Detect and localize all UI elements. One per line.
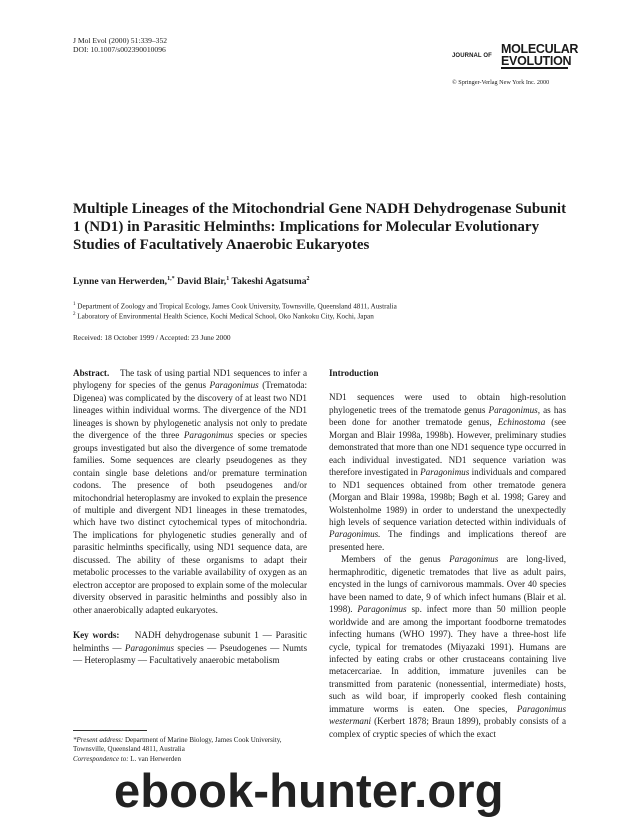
footnote-divider <box>73 730 147 731</box>
footnote-text: Department of Marine Biology, James Cook University, Townsville, Queensland 4811, Australia <box>73 736 282 754</box>
body-text: Members of the genus <box>341 554 450 565</box>
body-text: as has been done for another trematode genus, <box>329 404 566 428</box>
watermark-link[interactable]: ebook-hunter.org <box>114 764 504 817</box>
intro-paragraph-1 <box>329 391 566 553</box>
affiliation-mark: 2 <box>73 312 76 317</box>
genus-name: Paragonimus westermani <box>329 703 566 727</box>
genus-name: Paragonimus, <box>488 404 541 415</box>
genus-name: Paragonimus <box>124 642 175 653</box>
genus-name: Paragonimus <box>209 380 259 391</box>
logo-line-1: MOLECULAR <box>501 42 579 56</box>
citation-line: J Mol Evol (2000) 51:339–352 <box>73 36 168 45</box>
body-text: ND1 sequences were used to obtain high-resolution phylogenetic trees of the trematode genus <box>329 392 566 415</box>
footnote-label: Correspondence to: <box>73 754 129 763</box>
author-affiliation-mark: 1 <box>226 276 230 282</box>
doi-line: DOI: 10.1007/s002390010096 <box>73 45 166 54</box>
body-text: (see Morgan and Blair 1998a, 1998b). However, preliminary studies demonstrated that more than one ND1 sequence type occurred in each individual investigated. ND1 sequence variation was therefore investigated in <box>329 417 566 478</box>
abstract <box>73 367 307 616</box>
logo-line-2: EVOLUTION <box>501 53 572 68</box>
genus-name: Paragonimus <box>420 467 470 478</box>
keywords-text: species — Pseudogenes — Numts — Heteroplasmy — Facultatively anaerobic metabolism <box>73 642 308 665</box>
logo-underline <box>501 67 568 69</box>
abstract-label: Abstract. <box>73 368 110 378</box>
left-column <box>73 367 307 666</box>
author-affiliation-mark: 1, <box>167 276 172 282</box>
copyright-notice: © Springer-Verlag New York Inc. 2000 <box>452 79 550 86</box>
logo-wordmark <box>501 44 578 67</box>
received-dates: Received: 18 October 1999 / Accepted: 23 June 2000 <box>73 333 231 342</box>
keywords-label: Key words: <box>73 630 120 641</box>
genus-name: Paragonimus. <box>329 529 381 540</box>
journal-logo <box>452 42 579 70</box>
affiliation-text: Laboratory of Environmental Health Science, Kochi Medical School, Oko Nankoku City, Kochi, Japan <box>77 312 374 321</box>
author-name: Takeshi Agatsuma <box>231 276 307 288</box>
body-text: The findings and implications thereof are presented here. <box>329 529 566 552</box>
article-title: Multiple Lineages of the Mitochondrial Gene NADH Dehydrogenase Subunit 1 (ND1) in Parasitic Helminths: Implications for Molecular Evolutionary Studies of Facultatively Anaerobic Eukaryotes <box>73 201 567 253</box>
affiliation-mark: 1 <box>73 302 76 307</box>
keywords-text: NADH dehydrogenase subunit 1 — Parasitic helminths — <box>73 630 308 653</box>
author-name: David Blair, <box>176 276 227 288</box>
author-affiliation-mark: 2 <box>306 276 310 282</box>
present-address-note <box>73 736 307 755</box>
keywords <box>73 629 307 666</box>
genus-name: Echinostoma <box>497 417 546 428</box>
abstract-text: (Trematoda: Digenea) was complicated by the discovery of at least two ND1 lineages within individual worms. The divergence of the ND1 lineages is shown by phylogenetic analysis not only to predate the divergence of the three <box>73 380 307 441</box>
right-column <box>329 367 566 740</box>
author-footnote-mark: * <box>171 276 175 282</box>
body-text: are long-lived, hermaphroditic, digenetic trematodes that live as adult pairs, encysted in the lungs of carnivorous mammals. Over 40 species have been named to date, 9 of which infect humans (Blair et al. 1998). <box>329 554 566 615</box>
genus-name: Paragonimus <box>449 554 499 565</box>
footnotes <box>73 736 307 764</box>
affiliation-2 <box>73 310 374 322</box>
footnote-label: *Present address: <box>73 736 124 744</box>
body-text: (Kerbert 1878; Braun 1899), probably consists of a complex of cryptic species of which the exact <box>329 716 566 739</box>
logo-prefix: JOURNAL OF <box>452 53 492 59</box>
correspondence-note <box>73 755 307 764</box>
section-heading: Introduction <box>329 368 379 378</box>
author-name: Lynne van Herwerden, <box>73 276 168 288</box>
intro-paragraph-2 <box>329 553 566 740</box>
body-text: sp. infect more than 50 million people worldwide and are among the important foodborne trematodes infecting humans (WHO 1997). They have a three-host life cycle, typical for trematodes (Miyazaki 1991). Humans are infected by eating crabs or other crustaceans containing live metacercariae. In addition, immature juveniles can be transmitted from paratenic (nonessential, intermediate) hosts, such as wild boar, if improperly cooked flesh containing immature worms is eaten. One species, <box>329 604 566 714</box>
abstract-text: The task of using partial ND1 sequences to infer a phylogeny for species of the genus <box>73 368 307 391</box>
abstract-text: species or species groups investigated but also the divergence of some trematode families. Some sequences are clearly pseudogenes as they contain single base deletions and/or premature termination codons. The presence of both pseudogenes and/or mitochondrial heteroplasmy are invoked to explain the presence of multiple and divergent ND1 lineages in these trematodes, which have two distinct cytochemical types of mitochondria. The implications for phylogenetic studies generally and of parasitic helminths specifically, using ND1 sequence data, are discussed. The ability of these organisms to adapt their metabolic processes to the variable availability of oxygen as an electron acceptor are proposed to explain some of the molecular diversity observed in parasitic helminths and possibly also in other anaerobically adapted eukaryotes. <box>73 430 307 615</box>
genus-name: Paragonimus <box>183 430 233 441</box>
footnote-text: L. van Herwerden <box>128 754 182 763</box>
genus-name: Paragonimus <box>357 604 407 615</box>
author-list <box>73 276 310 287</box>
journal-citation <box>73 36 167 54</box>
body-text: individuals and compared to ND1 sequences obtained from other trematode genera (Morgan and Blair 1998a, 1998b; Bøgh et al. 1998; Garey and Wolstenholme 1989) in order to understand the unexpectedly high levels of sequence variation detected within individuals of <box>329 467 566 527</box>
affiliation-text: Department of Zoology and Tropical Ecology, James Cook University, Townsville, Queensland 4811, Australia <box>77 302 397 311</box>
